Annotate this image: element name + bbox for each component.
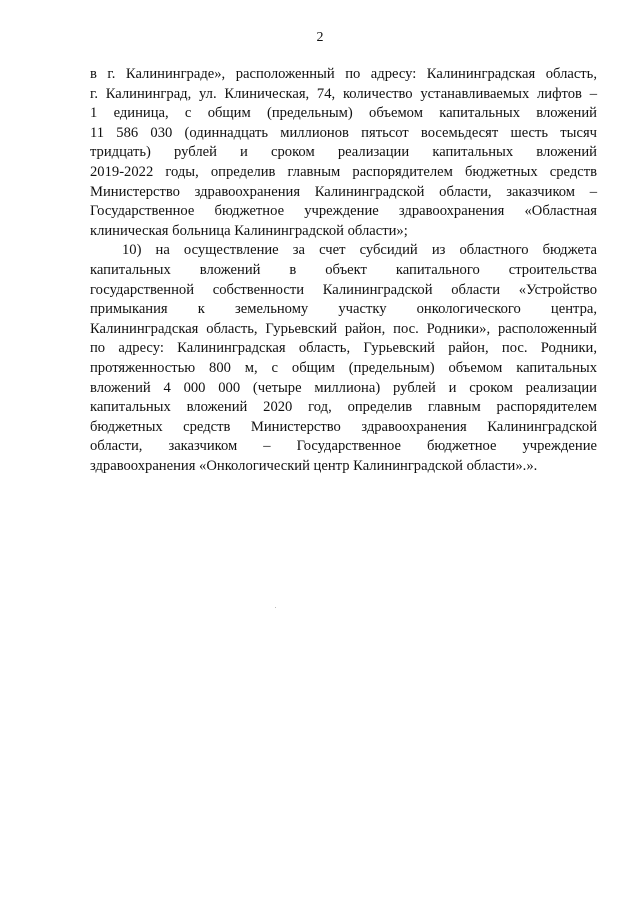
text-line: по адресу: Калининградская область, Гурьевский район, пос. Родники, (90, 340, 597, 357)
text-line: 1 единица, с общим (предельным) объемом капитальных вложений (90, 105, 597, 122)
text-line: области, заказчиком – Государственное бюджетное учреждение (90, 438, 597, 455)
text-line: примыкания к земельному участку онкологического центра, (90, 301, 597, 318)
paragraph-continuation (90, 65, 597, 241)
text-line: Калининградская область, Гурьевский район, пос. Родники», расположенный (90, 320, 597, 337)
text-line: государственной собственности Калининградской области «Устройство (90, 281, 597, 298)
text-line: Государственное бюджетное учреждение здравоохранения «Областная (90, 203, 597, 220)
text-line: 10) на осуществление за счет субсидий из областного бюджета (122, 242, 597, 259)
text-line: протяженностью 800 м, с общим (предельным) объемом капитальных (90, 359, 597, 376)
text-line: бюджетных средств Министерство здравоохранения Калининградской (90, 418, 597, 435)
text-line: капитальных вложений в объект капитального строительства (90, 261, 597, 278)
text-line: 2019-2022 годы, определив главным распорядителем бюджетных средств (90, 163, 597, 180)
text-line: в г. Калининграде», расположенный по адресу: Калининградская область, (90, 66, 597, 82)
text-line: клиническая больница Калининградской области»; (90, 222, 408, 239)
text-line: вложений 4 000 000 (четыре миллиона) рублей и сроком реализации (90, 379, 597, 396)
text-line: здравоохранения «Онкологический центр Калининградской области».». (90, 457, 538, 474)
text-line: Министерство здравоохранения Калининградской области, заказчиком – (90, 183, 597, 200)
text-line: г. Калининград, ул. Клиническая, 74, количество устанавливаемых лифтов – (90, 85, 597, 102)
text-line: капитальных вложений 2020 год, определив главным распорядителем (90, 399, 597, 416)
paragraph-item-10 (90, 241, 597, 476)
scan-speck (275, 607, 276, 608)
document-body (90, 65, 597, 476)
text-line: 11 586 030 (одиннадцать миллионов пятьсот восемьдесят шесть тысяч (90, 124, 597, 141)
page-number: 2 (316, 30, 324, 45)
text-line: тридцать) рублей и сроком реализации капитальных вложений (90, 144, 597, 161)
